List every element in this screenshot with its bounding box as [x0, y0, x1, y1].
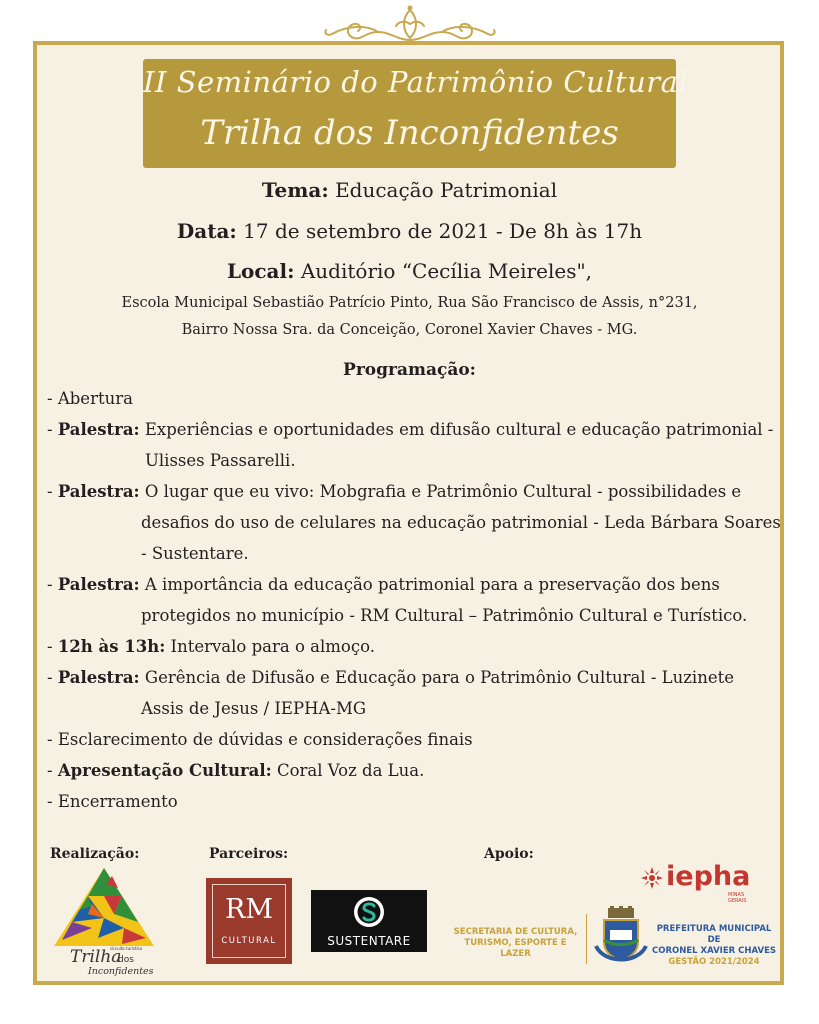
item-text: O lugar que eu vivo: Mobgrafia e Patrimônio Cultural - possibilidades e — [139, 482, 742, 501]
municipal-coat-of-arms-icon — [594, 906, 648, 966]
trilha-small-text: circuito turístico — [110, 946, 143, 951]
sustentare-s-logo-icon — [353, 894, 385, 930]
sustentare-text: SUSTENTARE — [327, 934, 411, 948]
tema-value: Educação Patrimonial — [328, 178, 558, 202]
local-value: Auditório “Cecília Meireles", — [294, 259, 593, 283]
item-label: Apresentação Cultural: — [57, 761, 272, 780]
program-item-palestra-2-cont-2: - Sustentare. — [141, 544, 249, 563]
data-line — [40, 219, 779, 243]
data-value: 17 de setembro de 2021 - De 8h às 17h — [236, 219, 643, 243]
item-text: Gerência de Difusão e Educação para o Patrimônio Cultural - Luzinete — [139, 668, 734, 687]
trilha-word: Trilha — [70, 947, 122, 967]
program-item-encerramento: - Encerramento — [47, 792, 178, 811]
iepha-sub-text: MINAS GERAIS — [728, 892, 747, 904]
item-dash: - — [47, 761, 58, 780]
program-item-esclarecimento: - Esclarecimento de dúvidas e considerações finais — [47, 730, 473, 749]
trilha-inconfidentes: Inconfidentes — [88, 966, 154, 977]
local-label: Local: — [226, 259, 295, 283]
program-item-palestra-1 — [47, 414, 779, 445]
sustentare-logo — [311, 890, 427, 952]
program-item-abertura: - Abertura — [47, 389, 133, 408]
iepha-logo — [640, 861, 760, 904]
item-dash: - — [47, 668, 58, 687]
program-item-intervalo — [47, 631, 779, 662]
item-text: Coral Voz da Lua. — [271, 761, 425, 780]
program-item-palestra-1-cont: Ulisses Passarelli. — [145, 451, 296, 470]
iepha-text: iepha — [666, 861, 751, 892]
parceiros-label: Parceiros: — [209, 846, 289, 862]
program-item-palestra-2 — [47, 476, 779, 507]
tema-label: Tema: — [261, 178, 329, 202]
prefeitura-line-2: CORONEL XAVIER CHAVES — [652, 946, 776, 956]
program-item-palestra-4-cont: Assis de Jesus / IEPHA-MG — [141, 699, 367, 718]
item-label: Palestra: — [57, 420, 140, 439]
program-item-apresentacao — [47, 755, 779, 786]
flourish-ornament-icon — [318, 4, 502, 44]
secretaria-text — [448, 927, 583, 960]
seminar-title: II Seminário do Patrimônio Cultural — [143, 65, 689, 99]
secretaria-line-1: SECRETARIA DE CULTURA, — [453, 927, 578, 937]
program-item-palestra-2-cont-1: desafios do uso de celulares na educação patrimonial - Leda Bárbara Soares — [141, 513, 781, 532]
iepha-flower-logo-icon — [640, 866, 664, 890]
rm-sub-text: CULTURAL — [221, 936, 277, 946]
programacao-heading: Programação: — [343, 360, 476, 380]
local-line — [40, 259, 779, 283]
footer-divider — [586, 914, 587, 964]
address-line-2: Bairro Nossa Sra. da Conceição, Coronel Xavier Chaves - MG. — [181, 322, 638, 338]
prefeitura-line-3: GESTÃO 2021/2024 — [668, 957, 760, 967]
item-text: Intervalo para o almoço. — [165, 637, 375, 656]
item-dash: - — [47, 420, 58, 439]
program-item-palestra-3 — [47, 569, 779, 600]
address-line-1: Escola Municipal Sebastião Patrício Pinto, Rua São Francisco de Assis, n°231, — [121, 295, 698, 311]
rm-cultural-logo — [206, 878, 292, 964]
tema-line — [40, 178, 779, 202]
item-label: Palestra: — [57, 575, 140, 594]
trilha-dos: dos — [118, 955, 134, 965]
item-dash: - — [47, 482, 58, 501]
item-text: A importância da educação patrimonial para a preservação dos bens — [139, 575, 720, 594]
item-label: 12h às 13h: — [57, 637, 166, 656]
realizacao-label: Realização: — [50, 846, 140, 862]
item-text: Experiências e oportunidades em difusão cultural e educação patrimonial - — [139, 420, 774, 439]
item-label: Palestra: — [57, 668, 140, 687]
item-label: Palestra: — [57, 482, 140, 501]
item-dash: - — [47, 637, 58, 656]
data-label: Data: — [176, 219, 237, 243]
prefeitura-line-1: PREFEITURA MUNICIPAL DE — [656, 924, 772, 945]
seminar-subtitle: Trilha dos Inconfidentes — [200, 113, 619, 153]
item-dash: - — [47, 575, 58, 594]
rm-main-text: RM — [225, 894, 273, 925]
apoio-label: Apoio: — [484, 846, 534, 862]
program-item-palestra-3-cont: protegidos no município - RM Cultural – Patrimônio Cultural e Turístico. — [141, 606, 748, 625]
program-item-palestra-4 — [47, 662, 779, 693]
title-banner — [143, 59, 689, 168]
program-list — [47, 383, 779, 817]
trilha-triangle-logo-icon — [52, 866, 157, 978]
secretaria-line-2: TURISMO, ESPORTE E LAZER — [464, 938, 567, 959]
prefeitura-text — [650, 924, 778, 968]
